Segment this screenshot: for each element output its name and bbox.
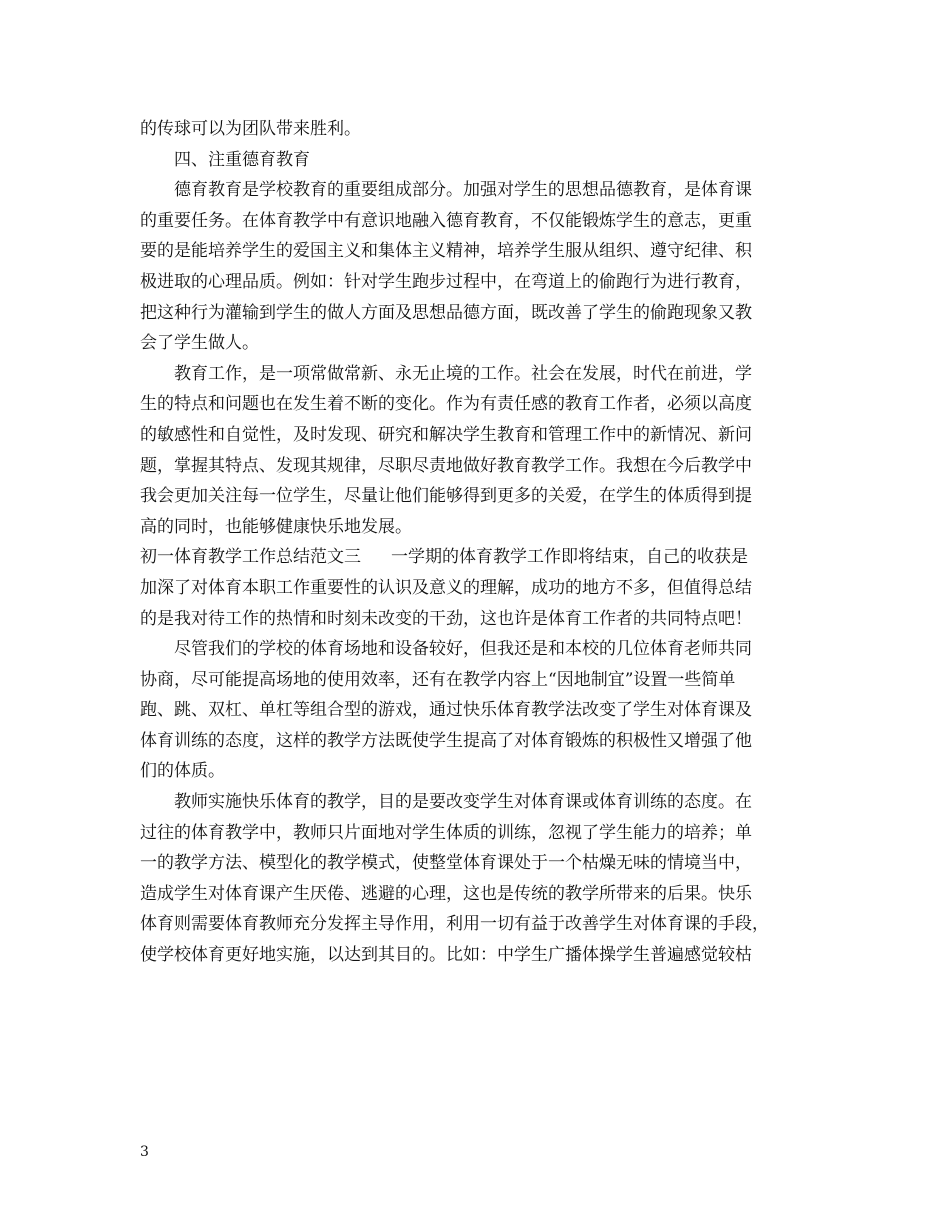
text-line: 教育工作，是一项常做常新、永无止境的工作。社会在发展，时代在前进，学: [174, 363, 752, 384]
text-line-with-heading: [140, 542, 840, 573]
text-line: 体育训练的态度，这样的教学方法既使学生提高了对体育锻炼的积极性又增强了他: [140, 730, 752, 751]
article-heading: 初一体育教学工作总结范文三: [140, 547, 361, 568]
text-line: 题，掌握其特点、发现其规律，尽职尽责地做好教育教学工作。我想在今后教学中: [140, 455, 752, 476]
text-line: 造成学生对体育课产生厌倦、逃避的心理，这也是传统的教学所带来的后果。快乐: [140, 883, 752, 904]
body-text: [140, 114, 840, 971]
text-line: 极进取的心理品质。例如：针对学生跑步过程中，在弯道上的偷跑行为进行教育，: [140, 271, 752, 292]
text-line: 高的同时，也能够健康快乐地发展。: [140, 516, 412, 537]
text-line: 我会更加关注每一位学生，尽量让他们能够得到更多的关爱，在学生的体质得到提: [140, 486, 752, 507]
text-line: 过往的体育教学中，教师只片面地对学生体质的训练，忽视了学生能力的培养；单: [140, 822, 752, 843]
text-line: 生的特点和问题也在发生着不断的变化。作为有责任感的教育工作者，必须以高度: [140, 394, 752, 415]
text-line: 的重要任务。在体育教学中有意识地融入德育教育，不仅能锻炼学生的意志，更重: [140, 210, 752, 231]
page-number: 3: [140, 1144, 149, 1160]
text-line: 们的体质。: [140, 761, 225, 782]
text-line: 德育教育是学校教育的重要组成部分。加强对学生的思想品德教育，是体育课: [174, 180, 752, 201]
text-line: 的传球可以为团队带来胜利。: [140, 119, 361, 139]
text-line: 会了学生做人。: [140, 333, 259, 354]
text-line: 的是我对待工作的热情和时刻未改变的干劲，这也许是体育工作者的共同特点吧！: [140, 608, 752, 629]
text-line: 加深了对体育本职工作重要性的认识及意义的理解，成功的地方不多，但值得总结: [140, 577, 752, 598]
text-line-content: 一学期的体育教学工作即将结束，自己的收获是: [391, 547, 748, 568]
text-line: 体育则需要体育教师充分发挥主导作用，利用一切有益于改善学生对体育课的手段，: [140, 914, 769, 935]
section-heading: 四、注重德育教育: [174, 149, 310, 170]
text-line: 使学校体育更好地实施，以达到其目的。比如：中学生广播体操学生普遍感觉较枯: [140, 945, 752, 966]
text-line: 协商，尽可能提高场地的使用效率，还有在教学内容上“因地制宜”设置一些简单: [140, 669, 736, 690]
text-line: 尽管我们的学校的体育场地和设备较好，但我还是和本校的几位体育老师共同: [174, 639, 752, 660]
text-line: 跑、跳、双杠、单杠等组合型的游戏，通过快乐体育教学法改变了学生对体育课及: [140, 700, 752, 721]
text-line: 一的教学方法、模型化的教学模式，使整堂体育课处于一个枯燥无味的情境当中，: [140, 853, 752, 874]
text-line: 要的是能培养学生的爱国主义和集体主义精神，培养学生服从组织、遵守纪律、积: [140, 241, 752, 262]
text-line: 把这种行为灌输到学生的做人方面及思想品德方面，既改善了学生的偷跑现象又教: [140, 302, 752, 323]
text-line: 的敏感性和自觉性，及时发现、研究和解决学生教育和管理工作中的新情况、新问: [140, 424, 752, 445]
text-line: 教师实施快乐体育的教学，目的是要改变学生对体育课或体育训练的态度。在: [174, 792, 752, 813]
